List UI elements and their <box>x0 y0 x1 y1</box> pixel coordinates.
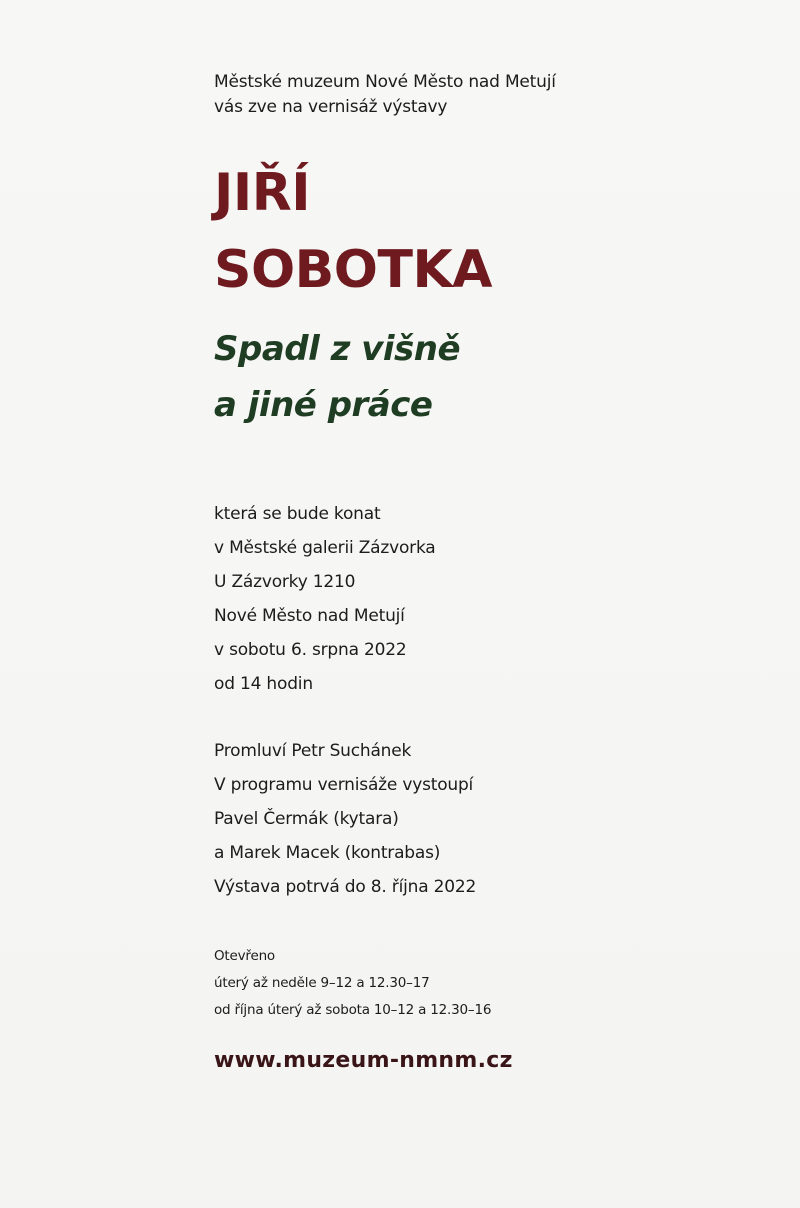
program-line: Výstava potrvá do 8. října 2022 <box>214 877 477 897</box>
museum-name: Městské muzeum Nové Město nad Metují <box>214 72 556 92</box>
program-line: a Marek Macek (kontrabas) <box>214 843 441 863</box>
website-url: www.muzeum-nmnm.cz <box>214 1048 513 1073</box>
venue-line: v Městské galerii Zázvorka <box>214 538 436 558</box>
artist-last-name: SOBOTKA <box>214 240 493 300</box>
venue-line: která se bude konat <box>214 504 381 524</box>
opening-hours-line: úterý až neděle 9–12 a 12.30–17 <box>214 975 430 991</box>
program-line: Pavel Čermák (kytara) <box>214 809 399 829</box>
venue-line: Nové Město nad Metují <box>214 606 405 626</box>
program-line: Promluví Petr Suchánek <box>214 741 412 761</box>
artist-first-name: JIŘÍ <box>214 163 311 223</box>
venue-line: v sobotu 6. srpna 2022 <box>214 640 407 660</box>
opening-hours <box>214 943 491 1024</box>
intro-text <box>214 70 556 120</box>
opening-hours-heading: Otevřeno <box>214 948 275 964</box>
venue-line: od 14 hodin <box>214 674 313 694</box>
venue-line: U Zázvorky 1210 <box>214 572 356 592</box>
invite-line: vás zve na vernisáž výstavy <box>214 97 448 117</box>
opening-hours-line: od října úterý až sobota 10–12 a 12.30–16 <box>214 1002 492 1018</box>
venue-details <box>214 497 436 701</box>
exhibition-title-line2: a jiné práce <box>214 385 433 425</box>
program-line: V programu vernisáže vystoupí <box>214 775 474 795</box>
exhibition-title-line1: Spadl z višně <box>214 329 461 369</box>
program-details <box>214 734 476 904</box>
